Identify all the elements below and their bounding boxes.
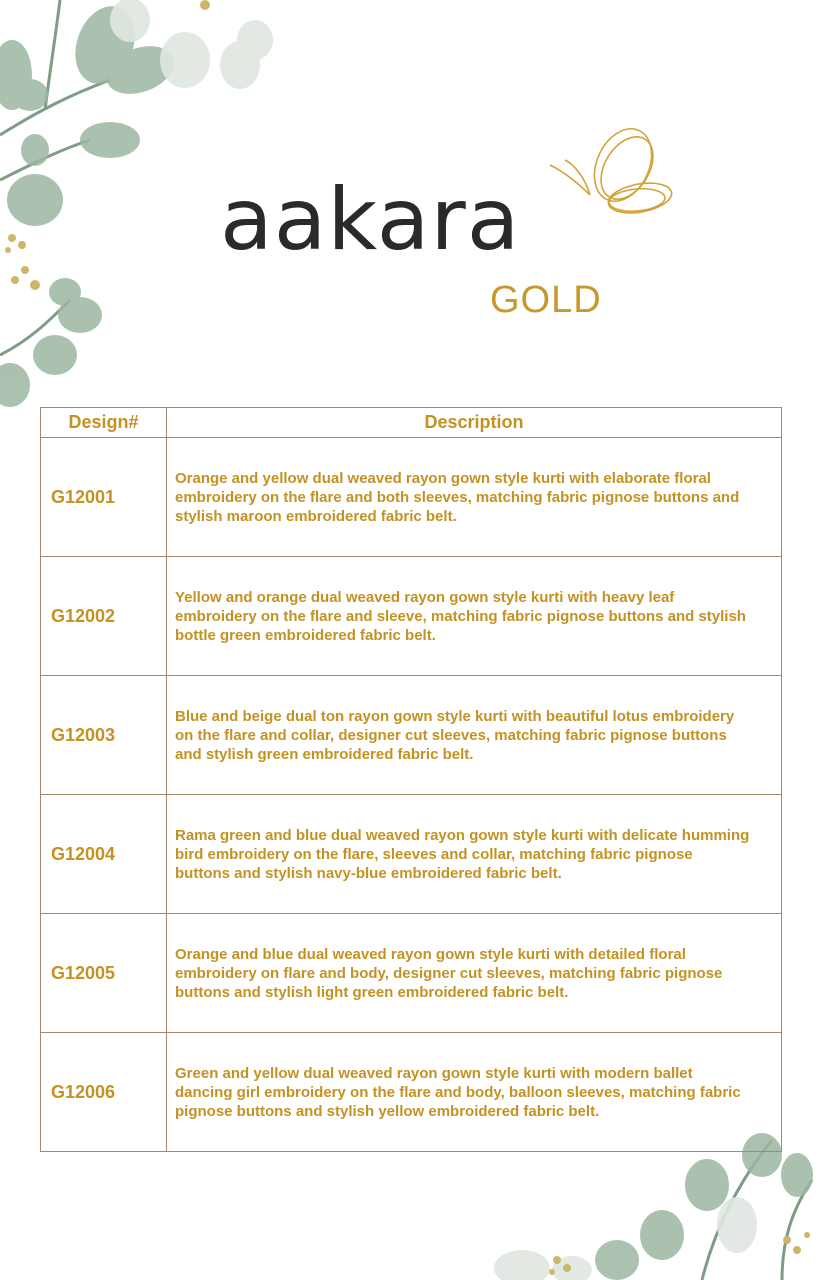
design-table [40,407,782,1152]
table-row [41,795,782,914]
design-code: G12006 [41,1033,167,1152]
table-row [41,557,782,676]
brand-name: aakara [220,170,521,270]
design-code: G12003 [41,676,167,795]
header-design: Design# [41,408,167,438]
table-header-row [41,408,782,438]
design-code: G12002 [41,557,167,676]
brand-subtitle: GOLD [490,279,602,321]
brand-logo [0,115,822,345]
design-description: Yellow and orange dual weaved rayon gown style kurti with heavy leaf embroidery on the flare and sleeve, matching fabric pignose buttons and stylish bottle green embroidered fabric belt. [167,557,782,676]
table-row [41,676,782,795]
design-code: G12004 [41,795,167,914]
design-code: G12001 [41,438,167,557]
design-description: Orange and yellow dual weaved rayon gown style kurti with elaborate floral embroidery on the flare and both sleeves, matching fabric pignose buttons and stylish maroon embroidered fabric belt. [167,438,782,557]
header-description: Description [167,408,782,438]
design-description: Green and yellow dual weaved rayon gown style kurti with modern ballet dancing girl embroidery on the flare and body, balloon sleeves, matching fabric pignose buttons and stylish yellow embroidered fabric belt. [167,1033,782,1152]
table-row [41,438,782,557]
design-code: G12005 [41,914,167,1033]
butterfly-icon [545,120,680,230]
design-description: Rama green and blue dual weaved rayon gown style kurti with delicate humming bird embroidery on the flare, sleeves and collar, matching fabric pignose buttons and stylish navy-blue embroidered fabric belt. [167,795,782,914]
eucalyptus-leaves-icon [482,1130,822,1280]
design-description: Blue and beige dual ton rayon gown style kurti with beautiful lotus embroidery on the flare and collar, designer cut sleeves, matching fabric pignose buttons and stylish green embroidered fabric belt. [167,676,782,795]
table-row [41,1033,782,1152]
table-row [41,914,782,1033]
design-description: Orange and blue dual weaved rayon gown style kurti with detailed floral embroidery on flare and body, designer cut sleeves, matching fabric pignose buttons and stylish light green embroidered fabric belt. [167,914,782,1033]
